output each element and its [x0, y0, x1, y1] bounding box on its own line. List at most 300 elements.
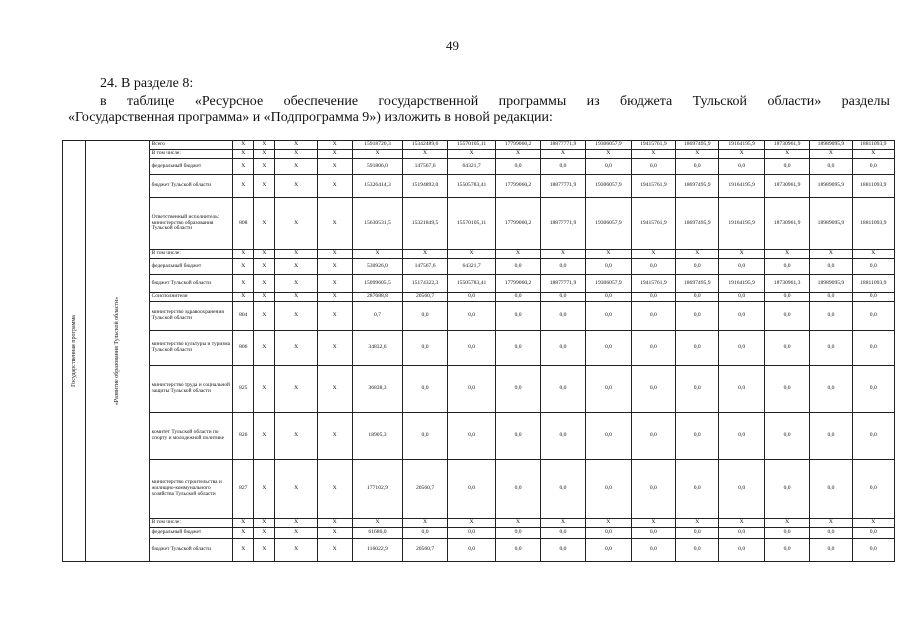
- value-cell: 0,0: [719, 159, 764, 175]
- value-cell: 15505783,41: [447, 175, 496, 198]
- value-cell: 0,0: [631, 302, 675, 331]
- value-cell: 0,0: [447, 460, 496, 519]
- value-cell: X: [764, 519, 809, 528]
- table-row: [63, 159, 895, 175]
- value-cell: 19415761,9: [631, 141, 675, 150]
- value-cell: 0,0: [540, 159, 585, 175]
- row-label: министерство труда и социальной защиты Тульской области: [149, 366, 233, 413]
- value-cell: 0,0: [676, 413, 719, 460]
- value-cell: 0,0: [764, 259, 809, 275]
- value-cell: X: [719, 250, 764, 259]
- value-cell: X: [540, 150, 585, 159]
- value-cell: 0,0: [540, 539, 585, 562]
- target-code-cell: X: [275, 159, 317, 175]
- table-row: [63, 302, 895, 331]
- value-cell: 0,0: [719, 331, 764, 366]
- value-cell: 0,7: [352, 302, 403, 331]
- admin-code-cell: X: [233, 159, 254, 175]
- value-cell: 61680,0: [352, 528, 403, 539]
- value-cell: 0,0: [719, 413, 764, 460]
- section-code-cell: X: [254, 331, 275, 366]
- value-cell: X: [352, 150, 403, 159]
- admin-code-cell: X: [233, 150, 254, 159]
- expense-type-cell: X: [317, 460, 352, 519]
- admin-code-cell: X: [233, 250, 254, 259]
- paragraph-word: в: [100, 94, 107, 109]
- expense-type-cell: X: [317, 198, 352, 250]
- value-cell: 0,0: [586, 460, 631, 519]
- target-code-cell: X: [275, 539, 317, 562]
- value-cell: X: [586, 519, 631, 528]
- value-cell: 0,0: [676, 159, 719, 175]
- value-cell: 0,0: [810, 259, 852, 275]
- value-cell: 18989095,9: [810, 175, 852, 198]
- value-cell: 19415761,9: [631, 198, 675, 250]
- row-label: министерство здравоохранения Тульской области: [149, 302, 233, 331]
- paragraph-word: обеспечение: [283, 94, 359, 109]
- value-cell: 0,0: [852, 293, 894, 302]
- value-cell: 0,0: [631, 331, 675, 366]
- table-row: [63, 519, 895, 528]
- value-cell: X: [540, 250, 585, 259]
- section-code-cell: X: [254, 175, 275, 198]
- value-cell: 18877771,9: [540, 175, 585, 198]
- value-cell: 0,0: [719, 539, 764, 562]
- section-code-cell: X: [254, 275, 275, 293]
- value-cell: 0,0: [540, 259, 585, 275]
- value-cell: 18730961,9: [764, 175, 809, 198]
- value-cell: X: [852, 150, 894, 159]
- value-cell: 0,0: [586, 528, 631, 539]
- value-cell: 18905,3: [352, 413, 403, 460]
- value-cell: 19415761,9: [631, 275, 675, 293]
- page-number: 49: [446, 38, 459, 53]
- value-cell: X: [403, 150, 447, 159]
- value-cell: 0,0: [852, 539, 894, 562]
- row-label: федеральный бюджет: [149, 528, 233, 539]
- value-cell: 18730961,9: [764, 141, 809, 150]
- section-code-cell: X: [254, 293, 275, 302]
- value-cell: 15570105,11: [447, 198, 496, 250]
- table-row: [63, 275, 895, 293]
- target-code-cell: X: [275, 141, 317, 150]
- section-code-cell: X: [254, 528, 275, 539]
- row-label: бюджет Тульской области: [149, 539, 233, 562]
- section-code-cell: X: [254, 519, 275, 528]
- table-row: [63, 539, 895, 562]
- value-cell: 0,0: [631, 539, 675, 562]
- value-cell: 0,0: [676, 460, 719, 519]
- row-label: В том числе:: [149, 250, 233, 259]
- value-cell: 15630531,5: [352, 198, 403, 250]
- value-cell: 18811093,9: [852, 141, 894, 150]
- admin-code-cell: X: [233, 175, 254, 198]
- expense-type-cell: X: [317, 293, 352, 302]
- section-code-cell: X: [254, 539, 275, 562]
- value-cell: 0,0: [403, 366, 447, 413]
- value-cell: 0,0: [403, 331, 447, 366]
- value-cell: 0,0: [764, 539, 809, 562]
- section-code-cell: X: [254, 159, 275, 175]
- value-cell: 19164195,9: [719, 175, 764, 198]
- value-cell: 0,0: [496, 293, 540, 302]
- row-label: Всего: [149, 141, 233, 150]
- value-cell: 20560,7: [403, 539, 447, 562]
- expense-type-cell: X: [317, 250, 352, 259]
- value-cell: 0,0: [586, 293, 631, 302]
- value-cell: X: [496, 150, 540, 159]
- expense-type-cell: X: [317, 302, 352, 331]
- section-code-cell: X: [254, 250, 275, 259]
- value-cell: 0,0: [676, 539, 719, 562]
- admin-code-cell: 806: [233, 331, 254, 366]
- value-cell: 0,0: [852, 413, 894, 460]
- value-cell: 0,0: [719, 460, 764, 519]
- value-cell: 0,0: [719, 293, 764, 302]
- value-cell: 0,0: [403, 413, 447, 460]
- value-cell: 18730961,3: [764, 275, 809, 293]
- value-cell: 0,0: [447, 302, 496, 331]
- value-cell: 0,0: [719, 259, 764, 275]
- row-label: министерство культуры и туризма Тульской области: [149, 331, 233, 366]
- value-cell: 0,0: [676, 331, 719, 366]
- table-row: [63, 366, 895, 413]
- value-cell: 15194892,0: [403, 175, 447, 198]
- value-cell: 0,0: [540, 331, 585, 366]
- expense-type-cell: X: [317, 175, 352, 198]
- admin-code-cell: 826: [233, 413, 254, 460]
- value-cell: 0,0: [764, 302, 809, 331]
- admin-code-cell: X: [233, 259, 254, 275]
- admin-code-cell: X: [233, 141, 254, 150]
- value-cell: 18697495,9: [676, 141, 719, 150]
- value-cell: 18811093,9: [852, 175, 894, 198]
- value-cell: 0,0: [496, 539, 540, 562]
- expense-type-cell: X: [317, 413, 352, 460]
- value-cell: 0,0: [676, 528, 719, 539]
- value-cell: X: [852, 250, 894, 259]
- value-cell: 177102,9: [352, 460, 403, 519]
- section-code-cell: X: [254, 150, 275, 159]
- target-code-cell: X: [275, 293, 317, 302]
- section-code-cell: X: [254, 141, 275, 150]
- expense-type-cell: X: [317, 528, 352, 539]
- value-cell: 0,0: [631, 293, 675, 302]
- expense-type-cell: X: [317, 366, 352, 413]
- target-code-cell: X: [275, 250, 317, 259]
- section-code-cell: X: [254, 366, 275, 413]
- admin-code-cell: X: [233, 275, 254, 293]
- value-cell: X: [586, 150, 631, 159]
- row-label: бюджет Тульской области: [149, 275, 233, 293]
- value-cell: X: [496, 519, 540, 528]
- value-cell: 0,0: [852, 331, 894, 366]
- row-label: комитет Тульской области по спорту и молодежной политике: [149, 413, 233, 460]
- value-cell: X: [586, 250, 631, 259]
- value-cell: 19306057,9: [586, 175, 631, 198]
- expense-type-cell: X: [317, 150, 352, 159]
- value-cell: 18877771,9: [540, 141, 585, 150]
- value-cell: 64321,7: [447, 259, 496, 275]
- value-cell: 287688,8: [352, 293, 403, 302]
- value-cell: 0,0: [540, 366, 585, 413]
- value-cell: 0,0: [852, 528, 894, 539]
- section-code-cell: X: [254, 413, 275, 460]
- value-cell: 64321,7: [447, 159, 496, 175]
- expense-type-cell: X: [317, 539, 352, 562]
- value-cell: 0,0: [496, 302, 540, 331]
- value-cell: 0,0: [852, 366, 894, 413]
- target-code-cell: X: [275, 519, 317, 528]
- value-cell: X: [447, 250, 496, 259]
- value-cell: 18989095,9: [810, 198, 852, 250]
- value-cell: 0,0: [496, 331, 540, 366]
- target-code-cell: X: [275, 460, 317, 519]
- value-cell: X: [810, 250, 852, 259]
- admin-code-cell: X: [233, 519, 254, 528]
- paragraph-word: Тульской: [692, 94, 748, 109]
- table-row: [63, 293, 895, 302]
- value-cell: 0,0: [447, 539, 496, 562]
- value-cell: 0,0: [447, 528, 496, 539]
- value-cell: 15570105,11: [447, 141, 496, 150]
- value-cell: 0,0: [631, 528, 675, 539]
- target-code-cell: X: [275, 175, 317, 198]
- value-cell: 18877771,9: [540, 275, 585, 293]
- admin-code-cell: X: [233, 539, 254, 562]
- value-cell: 0,0: [764, 331, 809, 366]
- section-code-cell: X: [254, 198, 275, 250]
- table-row: [63, 460, 895, 519]
- value-cell: X: [540, 519, 585, 528]
- value-cell: 15321849,5: [403, 198, 447, 250]
- value-cell: 0,0: [810, 539, 852, 562]
- program-vertical-label: Государственная программа: [70, 315, 77, 387]
- value-cell: 0,0: [764, 460, 809, 519]
- section-code-cell: X: [254, 259, 275, 275]
- row-label: бюджет Тульской области: [149, 175, 233, 198]
- value-cell: 0,0: [676, 366, 719, 413]
- target-code-cell: X: [275, 259, 317, 275]
- program-vertical-cell: [63, 141, 86, 562]
- table-row: [63, 250, 895, 259]
- value-cell: 0,0: [810, 413, 852, 460]
- table-row: [63, 175, 895, 198]
- table-row: [63, 259, 895, 275]
- value-cell: 0,0: [586, 413, 631, 460]
- value-cell: 0,0: [631, 413, 675, 460]
- value-cell: 0,0: [631, 460, 675, 519]
- value-cell: X: [852, 519, 894, 528]
- value-cell: 19306057,9: [586, 198, 631, 250]
- value-cell: X: [631, 250, 675, 259]
- table-row: [63, 198, 895, 250]
- resource-table: [62, 140, 895, 562]
- value-cell: 0,0: [403, 528, 447, 539]
- value-cell: 0,0: [540, 460, 585, 519]
- value-cell: 0,0: [852, 302, 894, 331]
- target-code-cell: X: [275, 366, 317, 413]
- expense-type-cell: X: [317, 519, 352, 528]
- section-heading: 24. В разделе 8:: [100, 76, 194, 91]
- value-cell: X: [352, 519, 403, 528]
- value-cell: 0,0: [810, 460, 852, 519]
- value-cell: 0,0: [676, 293, 719, 302]
- target-code-cell: X: [275, 331, 317, 366]
- target-code-cell: X: [275, 150, 317, 159]
- expense-type-cell: X: [317, 259, 352, 275]
- value-cell: X: [447, 519, 496, 528]
- value-cell: 0,0: [540, 528, 585, 539]
- value-cell: 0,0: [810, 302, 852, 331]
- value-cell: 0,0: [764, 528, 809, 539]
- expense-type-cell: X: [317, 159, 352, 175]
- value-cell: X: [764, 150, 809, 159]
- value-cell: 0,0: [540, 413, 585, 460]
- value-cell: 0,0: [631, 259, 675, 275]
- value-cell: 0,0: [810, 528, 852, 539]
- program-name-vertical-label: «Развитие образования Тульской области»: [114, 296, 121, 406]
- row-label: Соисполнители: [149, 293, 233, 302]
- value-cell: 17799060,2: [496, 141, 540, 150]
- value-cell: 15342489,6: [403, 141, 447, 150]
- value-cell: 0,0: [719, 302, 764, 331]
- value-cell: 19164195,9: [719, 198, 764, 250]
- value-cell: 0,0: [496, 366, 540, 413]
- paragraph-word: из: [586, 94, 600, 109]
- paragraph-word: государственной: [378, 94, 479, 109]
- row-label: Ответственный исполнитель: министерство образования Тульской области: [149, 198, 233, 250]
- value-cell: 0,0: [586, 302, 631, 331]
- admin-code-cell: 825: [233, 366, 254, 413]
- table-row: [63, 331, 895, 366]
- paragraph-line-2: «Государственная программа» и «Подпрограмма 9») изложить в новой редакции:: [68, 110, 553, 125]
- value-cell: 0,0: [447, 413, 496, 460]
- value-cell: 0,0: [852, 259, 894, 275]
- row-label: федеральный бюджет: [149, 159, 233, 175]
- value-cell: 530926,0: [352, 259, 403, 275]
- value-cell: 0,0: [496, 259, 540, 275]
- value-cell: 17799060,2: [496, 175, 540, 198]
- value-cell: 0,0: [676, 259, 719, 275]
- admin-code-cell: 808: [233, 198, 254, 250]
- value-cell: 0,0: [447, 293, 496, 302]
- target-code-cell: X: [275, 413, 317, 460]
- target-code-cell: X: [275, 275, 317, 293]
- expense-type-cell: X: [317, 331, 352, 366]
- value-cell: X: [764, 250, 809, 259]
- row-label: федеральный бюджет: [149, 259, 233, 275]
- value-cell: 0,0: [586, 331, 631, 366]
- value-cell: 15326414,3: [352, 175, 403, 198]
- paragraph-word: таблице: [127, 94, 175, 109]
- value-cell: 591806,0: [352, 159, 403, 175]
- value-cell: 18989095,9: [810, 141, 852, 150]
- value-cell: 18989095,9: [810, 275, 852, 293]
- table-row: [63, 528, 895, 539]
- value-cell: 0,0: [447, 331, 496, 366]
- value-cell: 0,0: [810, 331, 852, 366]
- value-cell: X: [352, 250, 403, 259]
- value-cell: X: [719, 150, 764, 159]
- value-cell: 17799060,2: [496, 198, 540, 250]
- paragraph-word: программы: [498, 94, 567, 109]
- value-cell: 18697495,9: [676, 175, 719, 198]
- paragraph-word: разделы: [841, 94, 890, 109]
- admin-code-cell: X: [233, 293, 254, 302]
- value-cell: 0,0: [447, 366, 496, 413]
- value-cell: X: [631, 150, 675, 159]
- expense-type-cell: X: [317, 275, 352, 293]
- value-cell: X: [496, 250, 540, 259]
- value-cell: X: [631, 519, 675, 528]
- paragraph-word: «Ресурсное: [194, 94, 264, 109]
- table-row: [63, 141, 895, 150]
- value-cell: 0,0: [719, 528, 764, 539]
- value-cell: 20560,7: [403, 460, 447, 519]
- value-cell: 19164195,9: [719, 141, 764, 150]
- expense-type-cell: X: [317, 141, 352, 150]
- value-cell: 0,0: [764, 159, 809, 175]
- value-cell: 0,0: [496, 413, 540, 460]
- value-cell: X: [676, 150, 719, 159]
- value-cell: 0,0: [764, 366, 809, 413]
- program-name-vertical-cell: [86, 141, 149, 562]
- value-cell: 0,0: [852, 460, 894, 519]
- value-cell: 36838,3: [352, 366, 403, 413]
- value-cell: 0,0: [496, 460, 540, 519]
- value-cell: X: [810, 150, 852, 159]
- value-cell: 19164195,9: [719, 275, 764, 293]
- value-cell: 18811093,9: [852, 275, 894, 293]
- value-cell: 0,0: [764, 413, 809, 460]
- row-label: В том числе:: [149, 150, 233, 159]
- value-cell: 147567,6: [403, 259, 447, 275]
- table-row: [63, 413, 895, 460]
- value-cell: 0,0: [586, 539, 631, 562]
- section-code-cell: X: [254, 302, 275, 331]
- paragraph-word: бюджета: [620, 94, 673, 109]
- value-cell: X: [676, 250, 719, 259]
- value-cell: 17799060,2: [496, 275, 540, 293]
- value-cell: X: [447, 150, 496, 159]
- value-cell: 18697495,9: [676, 198, 719, 250]
- paragraph-word: области»: [767, 94, 822, 109]
- value-cell: 15099605,5: [352, 275, 403, 293]
- value-cell: 116022,9: [352, 539, 403, 562]
- value-cell: 0,0: [586, 259, 631, 275]
- value-cell: 147567,6: [403, 159, 447, 175]
- value-cell: X: [810, 519, 852, 528]
- value-cell: 15174322,3: [403, 275, 447, 293]
- value-cell: X: [403, 250, 447, 259]
- value-cell: 0,0: [810, 159, 852, 175]
- admin-code-cell: 827: [233, 460, 254, 519]
- target-code-cell: X: [275, 302, 317, 331]
- target-code-cell: X: [275, 528, 317, 539]
- admin-code-cell: 804: [233, 302, 254, 331]
- value-cell: 0,0: [810, 293, 852, 302]
- value-cell: 0,0: [586, 159, 631, 175]
- paragraph-line-1: [100, 94, 890, 110]
- row-label: В том числе:: [149, 519, 233, 528]
- value-cell: 18811093,9: [852, 198, 894, 250]
- value-cell: 15918720,3: [352, 141, 403, 150]
- value-cell: 19415761,9: [631, 175, 675, 198]
- value-cell: 19306057,9: [586, 141, 631, 150]
- value-cell: 0,0: [764, 293, 809, 302]
- value-cell: 0,0: [631, 159, 675, 175]
